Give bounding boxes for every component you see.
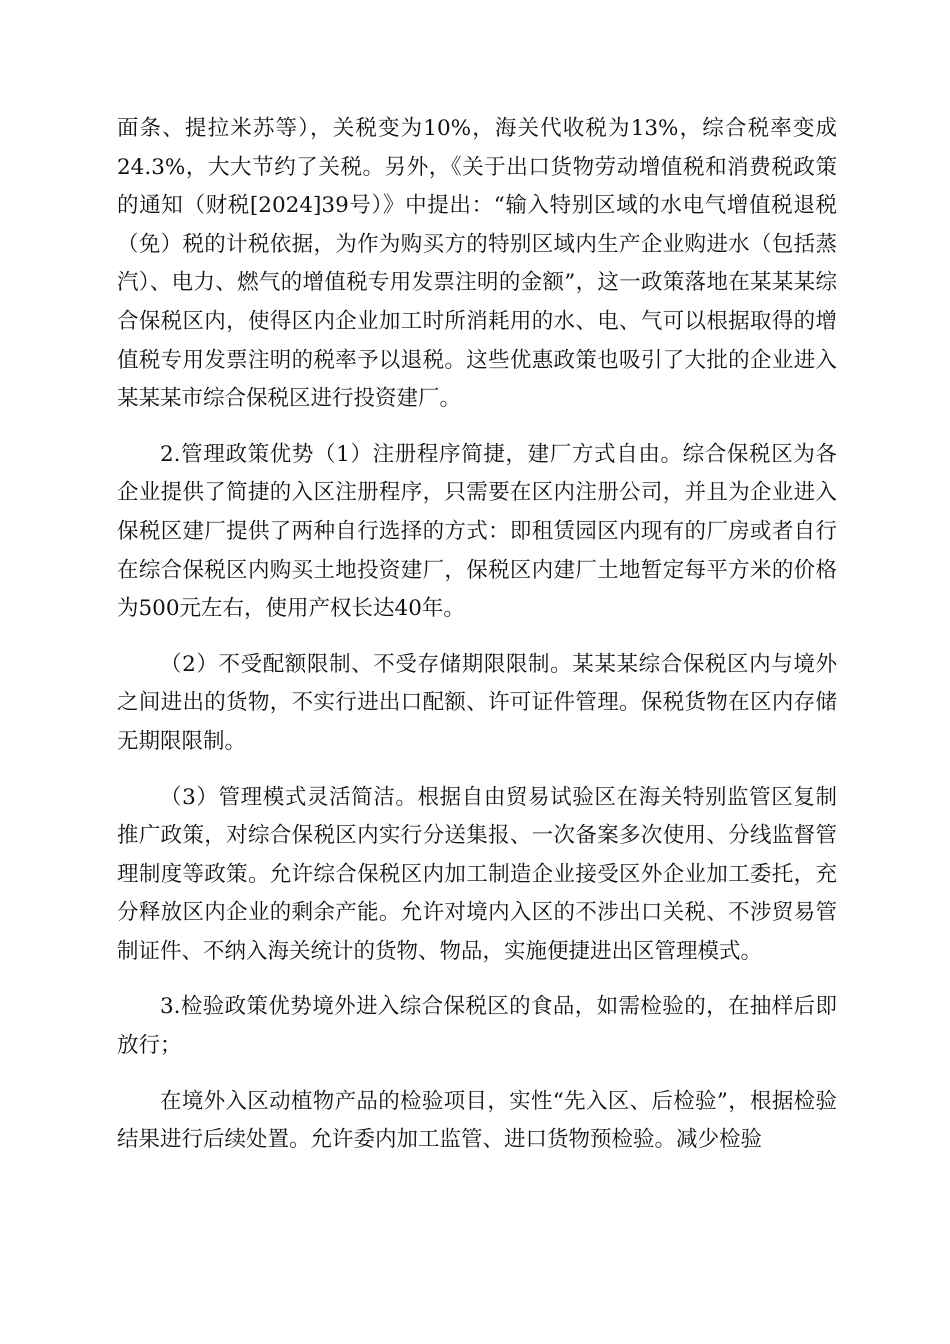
paragraph-no-quota-limit: （2）不受配额限制、不受存储期限限制。某某某综合保税区内与境外之间进出的货物，不实行进出口配额、许可证件管理。保税货物在区内存储无期限限制。 xyxy=(117,651,837,754)
paragraph-inspection-items: 在境外入区动植物产品的检验项目，实性“先入区、后检验”，根据检验结果进行后续处置。允许委内加工监管、进口货物预检验。减少检验 xyxy=(117,1088,837,1153)
document-body xyxy=(117,110,837,1177)
paragraph-management-policy: 2.管理政策优势（1）注册程序简捷，建厂方式自由。综合保税区为各企业提供了简捷的入区注册程序，只需要在区内注册公司，并且为企业进入保税区建厂提供了两种自行选择的方式：即租赁园区内现有的厂房或者自行在综合保税区内购买土地投资建厂，保税区内建厂土地暂定每平方米的价格为500元左右，使用产权长达40年。 xyxy=(117,441,837,622)
paragraph-flexible-management: （3）管理模式灵活简洁。根据自由贸易试验区在海关特别监管区复制推广政策，对综合保税区内实行分送集报、一次备案多次使用、分线监督管理制度等政策。允许综合保税区内加工制造企业接受区外企业加工委托，充分释放区内企业的剩余产能。允许对境内入区的不涉出口关税、不涉贸易管制证件、不纳入海关统计的货物、物品，实施便捷进出区管理模式。 xyxy=(117,784,837,964)
paragraph-tax-policy-continued: 面条、提拉米苏等），关税变为10%，海关代收税为13%，综合税率变成24.3%，大大节约了关税。另外，《关于出口货物劳动增值税和消费税政策的通知（财税[2024]39号）》中提出：“输入特别区域的水电气增值税退税（免）税的计税依据，为作为购买方的特别区域内生产企业购进水（包括蒸汽）、电力、燃气的增值税专用发票注明的金额”，这一政策落地在某某某综合保税区内，使得区内企业加工时所消耗用的水、电、气可以根据取得的增值税专用发票注明的税率予以退税。这些优惠政策也吸引了大批的企业进入某某某市综合保税区进行投资建厂。 xyxy=(117,116,837,412)
paragraph-inspection-policy: 3.检验政策优势境外进入综合保税区的食品，如需检验的，在抽样后即放行； xyxy=(117,994,837,1059)
